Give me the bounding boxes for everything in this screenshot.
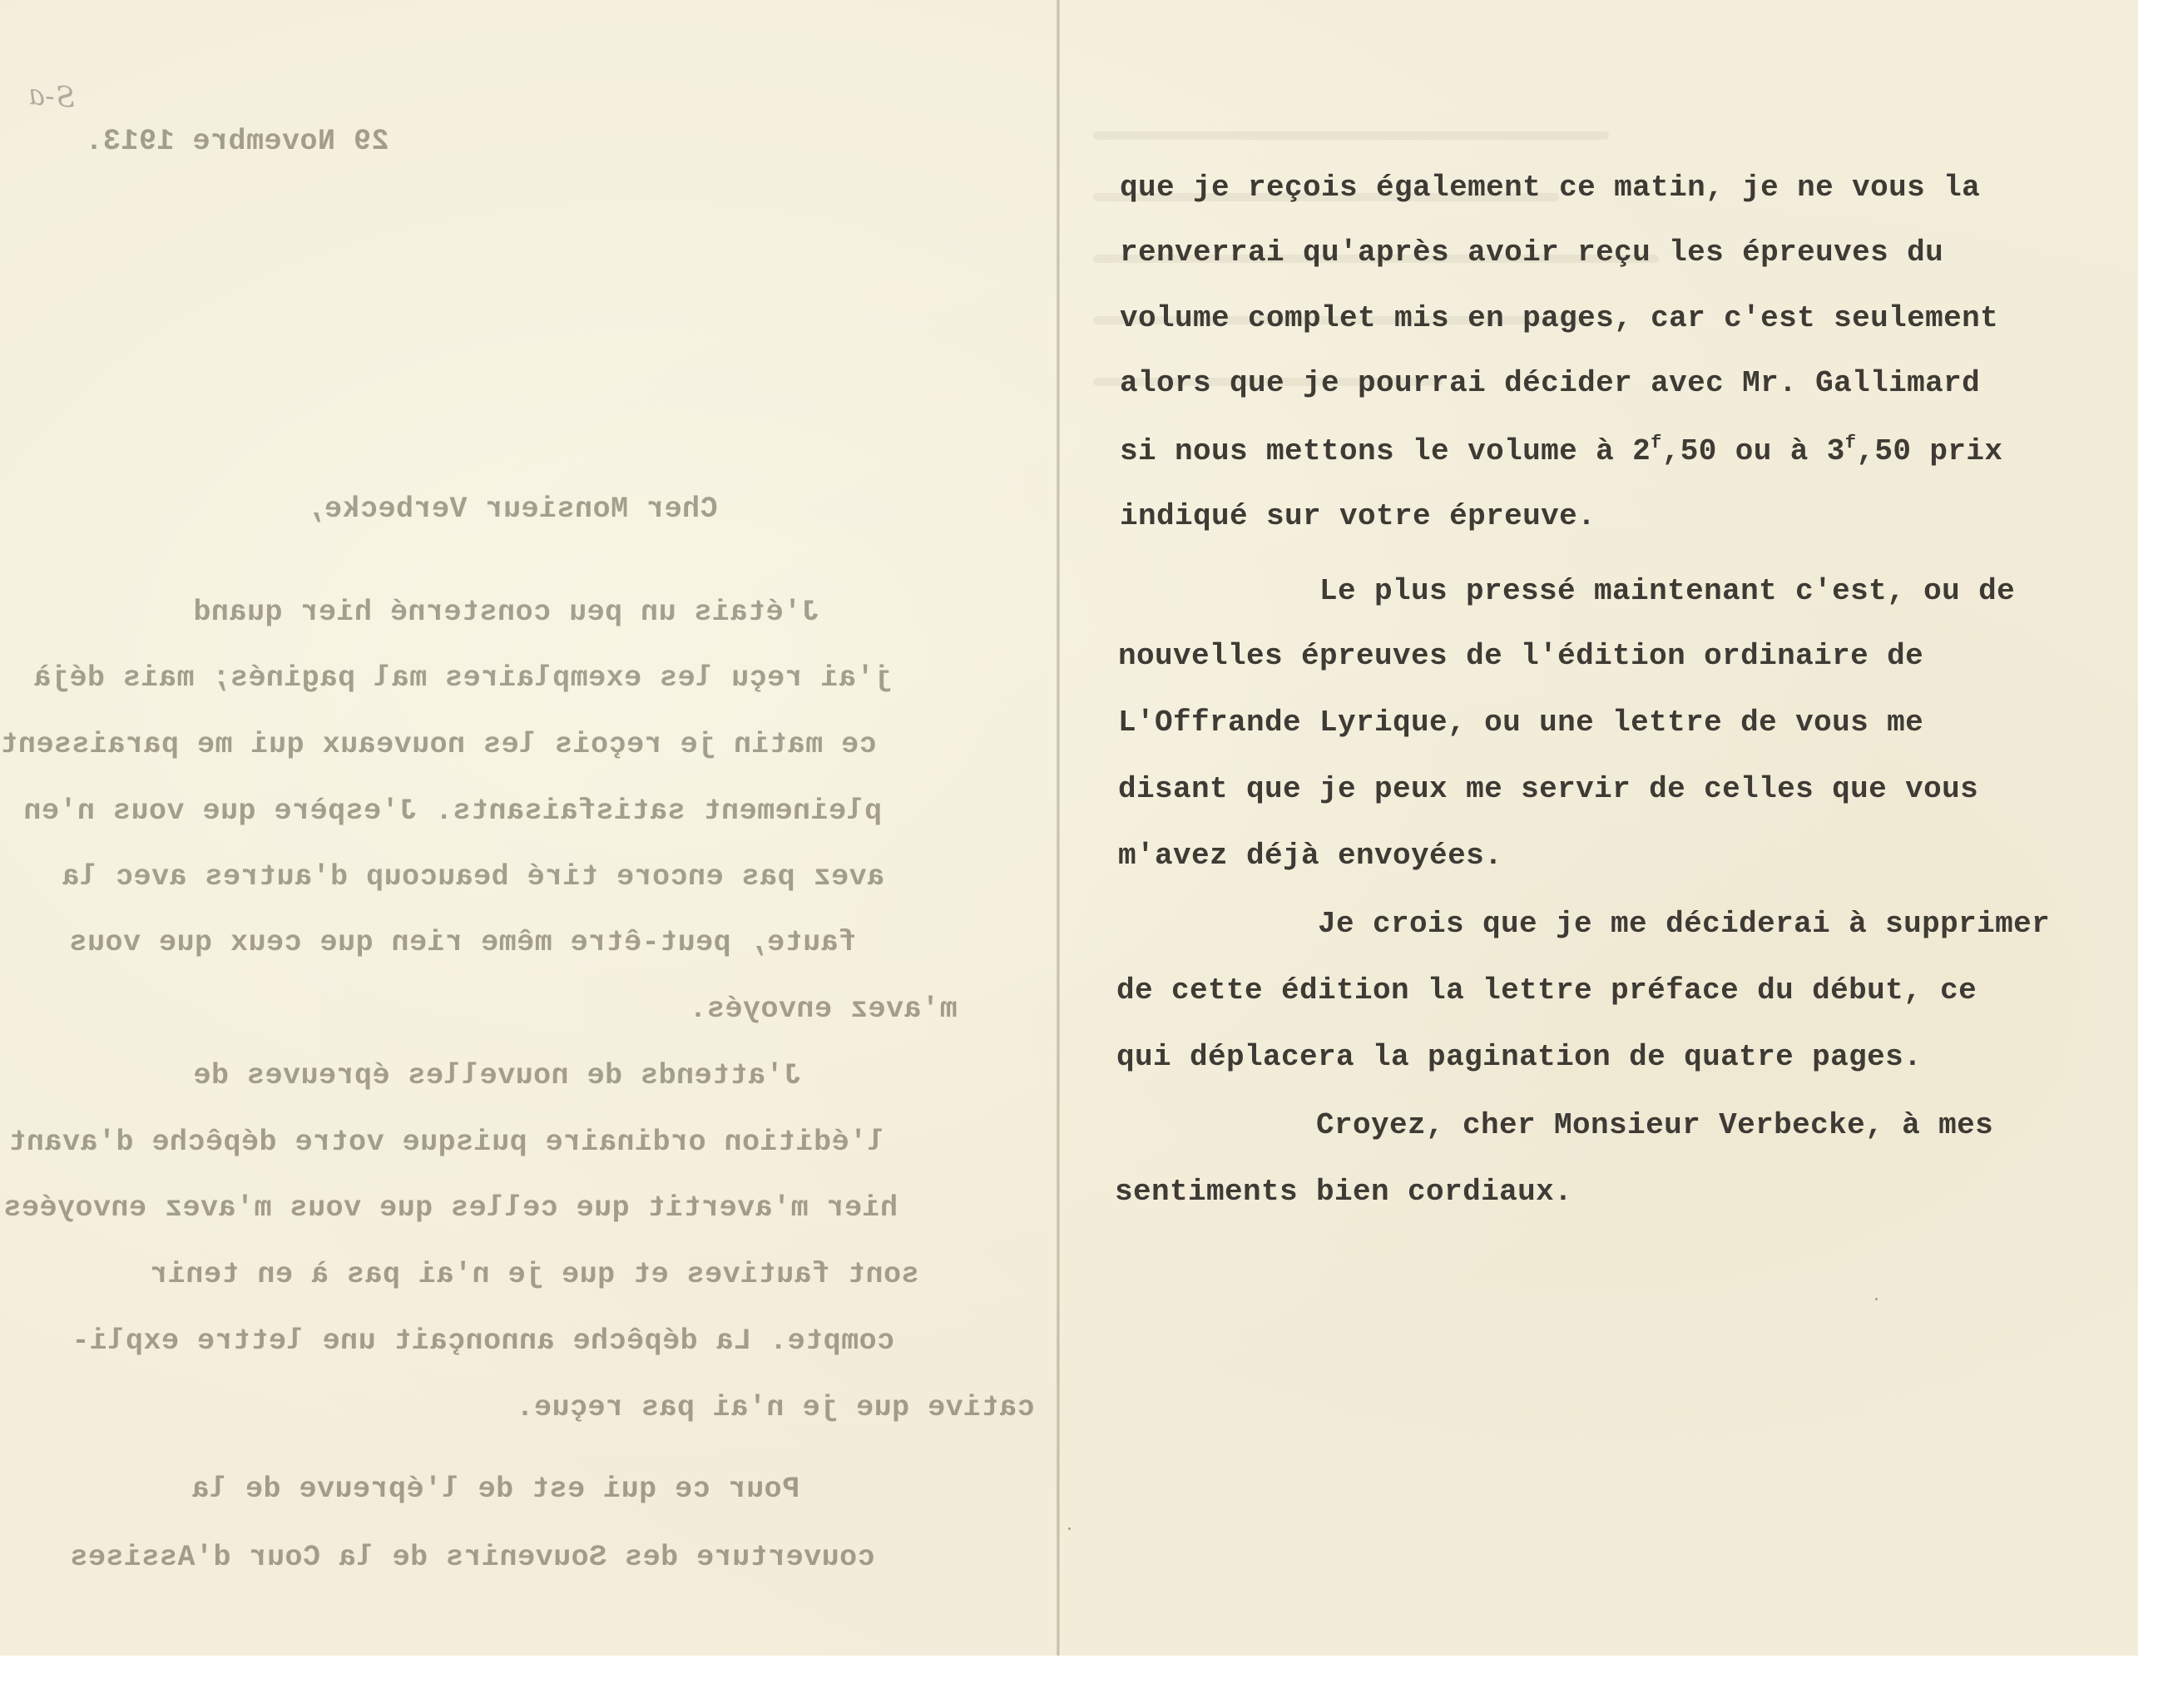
pencil-note: S-a	[27, 78, 77, 115]
letter-line: renverrai qu'après avoir reçu les épreuves du	[1120, 235, 1944, 270]
price-line	[1120, 433, 2002, 468]
letter-line: sentiments bien cordiaux.	[1115, 1175, 1573, 1209]
bleed-line: sont fautives et que je n'ai pas à en tenir	[150, 1258, 919, 1291]
bleed-line: Pour ce qui est de l'épreuve de la	[191, 1473, 800, 1506]
letter-line: Le plus pressé maintenant c'est, ou de	[1319, 574, 2016, 608]
bleed-line: hier m'avertit que celles que vous m'avez envoyées	[3, 1191, 898, 1225]
letter-line: m'avez déjà envoyées.	[1118, 839, 1503, 873]
bleed-line: J'attends de nouvelles épreuves de	[193, 1059, 802, 1092]
bleed-line: pleinement satisfaisants. J'espère que vous n'en	[23, 795, 883, 828]
price-superscript: f	[1651, 433, 1662, 453]
bleed-line: cative que je n'ai pas reçue.	[516, 1391, 1035, 1424]
bleed-line: ce matin je reçois les nouveaux qui me paraissent	[0, 728, 877, 761]
letter-line: indiqué sur votre épreuve.	[1120, 499, 1596, 533]
price-line-part: si nous mettons le volume à 2	[1120, 434, 1651, 468]
bleed-line: avez pas encore tiré beaucoup d'autres avec la	[62, 860, 885, 894]
bleed-line: couverture des Souvenirs de la Cour d'Assises	[70, 1541, 875, 1574]
letter-line: Je crois que je me déciderai à supprimer	[1318, 907, 2051, 941]
price-line-part: ,50 ou à 3	[1661, 434, 1845, 468]
price-line-part: ,50 prix	[1856, 434, 2003, 468]
bleed-line: faute, peut-être même rien que ceux que vous	[69, 926, 857, 959]
right-page	[1060, 0, 2138, 1656]
left-page	[0, 0, 1057, 1656]
bleed-line: J'étais un peu consterné hier quand	[193, 596, 819, 629]
paper-speck	[1068, 1527, 1071, 1530]
bleed-date: 29 Novembre 1913.	[85, 125, 389, 158]
bleed-line: j'ai reçu les exemplaires mal paginés; mais déjà	[33, 661, 893, 695]
letter-line: Croyez, cher Monsieur Verbecke, à mes	[1316, 1108, 1994, 1142]
bleed-line: l'édition ordinaire puisque votre dépêche d'avant	[8, 1126, 885, 1159]
bleed-line: compte. La dépêche annonçait une lettre expli-	[72, 1324, 895, 1358]
letter-line: qui déplacera la pagination de quatre pages.	[1116, 1040, 1923, 1074]
letter-line: de cette édition la lettre préface du début, ce	[1116, 973, 1977, 1007]
letter-line: que je reçois également ce matin, je ne vous la	[1120, 171, 1981, 205]
letter-line: L'Offrande Lyrique, ou une lettre de vous me	[1118, 705, 1924, 740]
paper-speck	[1875, 1298, 1878, 1300]
letter-line: nouvelles épreuves de l'édition ordinaire de	[1118, 639, 1924, 673]
letter-line: alors que je pourrai décider avec Mr. Gallimard	[1120, 366, 1981, 400]
letter-line: volume complet mis en pages, car c'est seulement	[1120, 301, 1999, 335]
letter-line: disant que je peux me servir de celles que vous	[1118, 772, 1979, 806]
ghost-line	[1093, 131, 1609, 140]
price-superscript: f	[1844, 433, 1857, 453]
bleed-line: m'avez envoyés.	[689, 993, 958, 1026]
bleed-line: Cher Monsieur Verbecke,	[306, 493, 718, 526]
